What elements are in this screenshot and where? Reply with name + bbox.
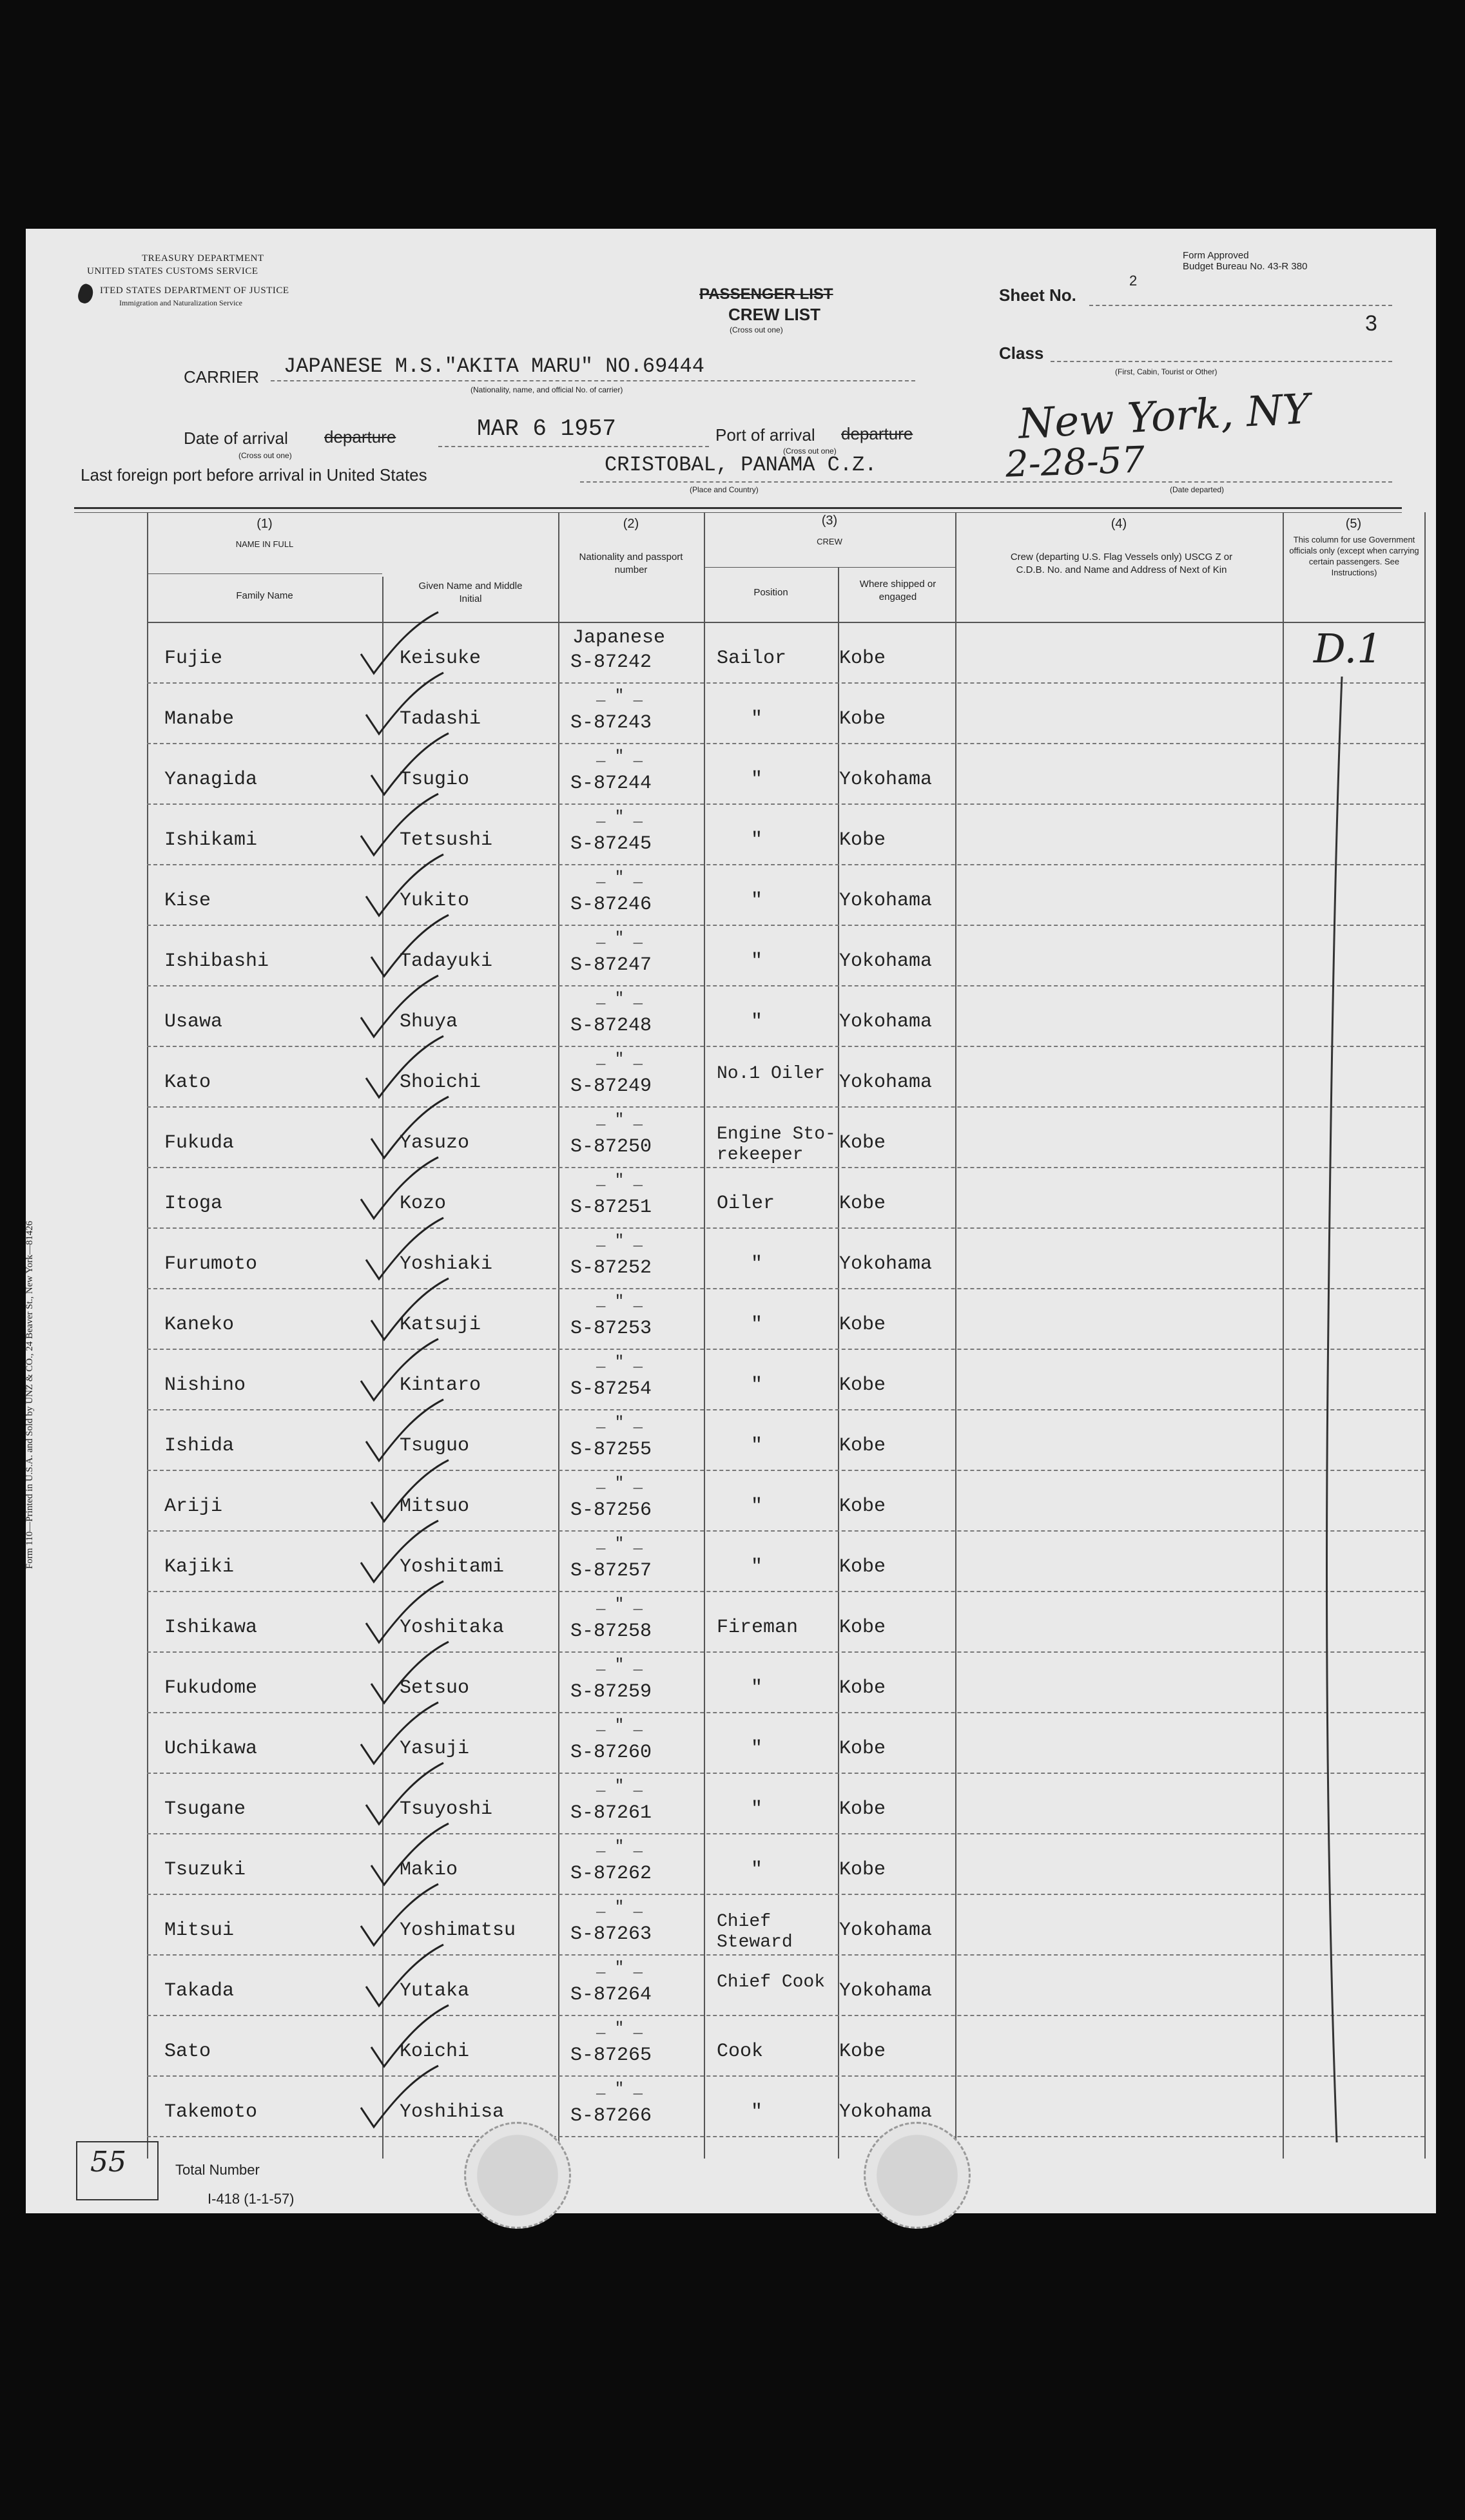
row-rule xyxy=(147,2015,1424,2016)
where-shipped: Kobe xyxy=(839,708,886,730)
port-cross-note: (Cross out one) xyxy=(783,447,837,456)
given-name: Yoshihisa xyxy=(400,2101,505,2123)
family-name: Ariji xyxy=(164,1496,223,1517)
passport-number: S-87248 xyxy=(570,1015,652,1037)
row-rule xyxy=(147,2075,1424,2077)
passport-number: S-87256 xyxy=(570,1499,652,1521)
nationality: _ " _ xyxy=(596,1657,643,1674)
nationality: _ " _ xyxy=(596,1778,643,1795)
crew-position: Chief Cook xyxy=(717,1972,826,1992)
crew-position: Oiler xyxy=(717,1193,775,1215)
passport-number: S-87252 xyxy=(570,1257,652,1279)
row-rule xyxy=(147,2136,1424,2137)
nationality: _ " _ xyxy=(596,869,643,887)
date-departed-handwritten: 2-28-57 xyxy=(1004,439,1146,486)
row-rule xyxy=(147,1349,1424,1350)
row-rule xyxy=(147,864,1424,865)
given-name: Yasuzo xyxy=(400,1132,470,1154)
passport-number: S-87242 xyxy=(570,651,652,673)
given-name: Kozo xyxy=(400,1193,447,1215)
port-departure-struck: departure xyxy=(841,424,913,443)
where-shipped: Kobe xyxy=(839,1798,886,1820)
where-shipped: Kobe xyxy=(839,1617,886,1639)
side-printer-note: Form 110—Printed in U.S.A. and Sold by UNZ & CO., 24 Beaver St., New York—81426 xyxy=(24,1220,35,1569)
family-name: Kaneko xyxy=(164,1314,235,1336)
given-name: Makio xyxy=(400,1859,458,1881)
crew-position: " xyxy=(751,1314,763,1336)
crew-position: " xyxy=(751,1859,763,1881)
where-shipped: Yokohama xyxy=(839,1072,933,1093)
crew-position: Fireman xyxy=(717,1617,799,1639)
col5-number: (5) xyxy=(1345,517,1362,531)
row-rule xyxy=(147,682,1424,684)
where-shipped: Yokohama xyxy=(839,950,933,972)
family-name: Ishikami xyxy=(164,829,258,851)
port-value-handwritten: New York, NY xyxy=(1017,385,1312,448)
row-rule xyxy=(147,803,1424,805)
col-position: Position xyxy=(753,587,788,598)
passport-number: S-87258 xyxy=(570,1621,652,1642)
row-rule xyxy=(147,1046,1424,1047)
col-divider-pos xyxy=(704,512,705,2159)
given-name: Yoshiaki xyxy=(400,1253,493,1275)
passport-number: S-87261 xyxy=(570,1802,652,1824)
crew-position: " xyxy=(751,950,763,972)
form-code: I-418 (1-1-57) xyxy=(208,2191,295,2207)
sheet-no-value: 2 xyxy=(1129,273,1138,289)
row-rule xyxy=(147,1227,1424,1229)
col5-title: This column for use Government officials only (except when carrying certain passengers. See Instructions) xyxy=(1289,535,1419,577)
family-name: Takemoto xyxy=(164,2101,258,2123)
where-shipped: Kobe xyxy=(839,1314,886,1336)
crew-position: " xyxy=(751,708,763,730)
document-sheet xyxy=(26,229,1436,2213)
given-name: Yoshitami xyxy=(400,1556,505,1578)
col4-number: (4) xyxy=(1111,517,1127,531)
where-shipped: Kobe xyxy=(839,1132,886,1154)
passport-number: S-87266 xyxy=(570,2105,652,2127)
row-rule xyxy=(147,1954,1424,1956)
row-rule xyxy=(147,1894,1424,1895)
where-shipped: Kobe xyxy=(839,1435,886,1457)
passport-number: S-87251 xyxy=(570,1197,652,1218)
date-underline xyxy=(438,446,709,447)
family-name: Fukudome xyxy=(164,1677,258,1699)
passport-number: S-87253 xyxy=(570,1318,652,1340)
col3-title: CREW xyxy=(817,537,842,546)
given-name: Katsuji xyxy=(400,1314,481,1336)
row-rule xyxy=(147,1712,1424,1713)
nationality: Japanese xyxy=(572,627,666,649)
dept-treasury: TREASURY DEPARTMENT xyxy=(142,253,264,264)
passport-number: S-87262 xyxy=(570,1863,652,1885)
given-name: Yasuji xyxy=(400,1738,470,1760)
crew-position: " xyxy=(751,769,763,791)
nationality: _ " _ xyxy=(596,2020,643,2037)
where-shipped: Kobe xyxy=(839,1496,886,1517)
where-shipped: Kobe xyxy=(839,1738,886,1760)
family-name: Furumoto xyxy=(164,1253,258,1275)
total-box-value: 55 xyxy=(90,2146,126,2179)
budget-bureau: Budget Bureau No. 43-R 380 xyxy=(1183,261,1308,272)
family-name: Manabe xyxy=(164,708,235,730)
class-note: (First, Cabin, Tourist or Other) xyxy=(1115,367,1218,376)
cross-out-note: (Cross out one) xyxy=(730,325,783,334)
family-name: Fujie xyxy=(164,648,223,669)
passport-number: S-87249 xyxy=(570,1075,652,1097)
crew-position: " xyxy=(751,1253,763,1275)
given-name: Koichi xyxy=(400,2041,470,2063)
crew-position: Sailor xyxy=(717,648,787,669)
row-rule xyxy=(147,1167,1424,1168)
given-name: Yukito xyxy=(400,890,470,912)
nationality: _ " _ xyxy=(596,1959,643,1977)
family-name: Takada xyxy=(164,1980,235,2002)
nationality: _ " _ xyxy=(596,930,643,947)
family-name: Ishibashi xyxy=(164,950,269,972)
dept-customs: UNITED STATES CUSTOMS SERVICE xyxy=(87,266,258,276)
nationality: _ " _ xyxy=(596,1293,643,1311)
family-name: Fukuda xyxy=(164,1132,235,1154)
header-bottom-rule xyxy=(147,622,1424,623)
passport-number: S-87255 xyxy=(570,1439,652,1461)
row-rule xyxy=(147,1409,1424,1410)
where-shipped: Kobe xyxy=(839,1859,886,1881)
ink-blot-icon xyxy=(76,282,96,305)
where-shipped: Kobe xyxy=(839,648,886,669)
dept-justice: ITED STATES DEPARTMENT OF JUSTICE xyxy=(100,285,289,296)
family-name: Kajiki xyxy=(164,1556,235,1578)
crew-position: " xyxy=(751,829,763,851)
passport-number: S-87250 xyxy=(570,1136,652,1158)
col1-number: (1) xyxy=(257,517,273,531)
class-label: Class xyxy=(999,343,1044,363)
nationality: _ " _ xyxy=(596,1051,643,1068)
col2-title: Nationality and passport number xyxy=(579,552,683,575)
given-name: Tadayuki xyxy=(400,950,493,972)
given-name: Yoshitaka xyxy=(400,1617,505,1639)
where-shipped: Kobe xyxy=(839,829,886,851)
passport-number: S-87263 xyxy=(570,1923,652,1945)
crew-list-title: CREW LIST xyxy=(728,305,820,324)
last-port-label: Last foreign port before arrival in United States xyxy=(81,465,427,485)
row-rule xyxy=(147,1530,1424,1532)
passport-number: S-87247 xyxy=(570,954,652,976)
official-bracket-line xyxy=(1308,673,1360,2155)
row-rule xyxy=(147,1833,1424,1834)
nationality: _ " _ xyxy=(596,1414,643,1432)
family-name: Yanagida xyxy=(164,769,258,791)
where-shipped: Yokohama xyxy=(839,1011,933,1033)
page-number: 3 xyxy=(1365,311,1377,336)
where-shipped: Yokohama xyxy=(839,769,933,791)
given-name: Tsugio xyxy=(400,769,470,791)
family-name: Tsuzuki xyxy=(164,1859,246,1881)
family-name: Usawa xyxy=(164,1011,223,1033)
passport-number: S-87259 xyxy=(570,1681,652,1703)
nationality: _ " _ xyxy=(596,1475,643,1492)
family-name: Itoga xyxy=(164,1193,223,1215)
family-name: Nishino xyxy=(164,1374,246,1396)
given-name: Tsuyoshi xyxy=(400,1798,493,1820)
nationality: _ " _ xyxy=(596,748,643,765)
row-rule xyxy=(147,1470,1424,1471)
where-shipped: Kobe xyxy=(839,1556,886,1578)
class-underline xyxy=(1051,361,1392,362)
crew-position: " xyxy=(751,1496,763,1517)
passport-number: S-87243 xyxy=(570,712,652,734)
row-rule xyxy=(147,985,1424,986)
date-departed-note: (Date departed) xyxy=(1170,485,1225,494)
official-seal-stamp-2 xyxy=(864,2122,971,2229)
date-arrival-label: Date of arrival xyxy=(184,428,288,448)
col-where-shipped: Where shipped or engaged xyxy=(859,579,936,602)
nationality: _ " _ xyxy=(596,1172,643,1189)
date-arrival-value: MAR 6 1957 xyxy=(477,416,617,442)
carrier-label: CARRIER xyxy=(184,367,260,387)
where-shipped: Kobe xyxy=(839,1374,886,1396)
nationality: _ " _ xyxy=(596,990,643,1008)
nationality: _ " _ xyxy=(596,2081,643,2098)
nationality: _ " _ xyxy=(596,1535,643,1553)
nationality: _ " _ xyxy=(596,1354,643,1371)
crew-position: " xyxy=(751,890,763,912)
row-rule xyxy=(147,1106,1424,1108)
checkmark-icon xyxy=(348,2063,451,2133)
crew-position: " xyxy=(751,1011,763,1033)
given-name: Shuya xyxy=(400,1011,458,1033)
passport-number: S-87245 xyxy=(570,833,652,855)
col-given-name: Given Name and Middle Initial xyxy=(418,581,523,604)
family-name: Tsugane xyxy=(164,1798,246,1820)
given-name: Yoshimatsu xyxy=(400,1919,516,1941)
crew-position: " xyxy=(751,2101,763,2123)
given-name: Tsuguo xyxy=(400,1435,470,1457)
given-name: Mitsuo xyxy=(400,1496,470,1517)
where-shipped: Yokohama xyxy=(839,2101,933,2123)
row-rule xyxy=(147,925,1424,926)
passport-number: S-87265 xyxy=(570,2044,652,2066)
table-left-border xyxy=(147,512,148,2159)
form-approved: Form Approved xyxy=(1183,250,1249,261)
crew-position: No.1 Oiler xyxy=(717,1064,826,1084)
official-annotation: D.1 xyxy=(1314,625,1383,672)
header-separator xyxy=(74,507,1402,509)
crew-position: " xyxy=(751,1677,763,1699)
crew-position: Cook xyxy=(717,2041,764,2063)
date-cross-note: (Cross out one) xyxy=(238,451,292,460)
passport-number: S-87254 xyxy=(570,1378,652,1400)
passenger-list-struck: PASSENGER LIST xyxy=(699,285,833,303)
passport-number: S-87257 xyxy=(570,1560,652,1582)
family-name: Ishikawa xyxy=(164,1617,258,1639)
crew-position: Chief Steward xyxy=(717,1912,793,1952)
row-rule xyxy=(147,1773,1424,1774)
family-name: Uchikawa xyxy=(164,1738,258,1760)
carrier-underline xyxy=(271,380,915,381)
row-rule xyxy=(147,1591,1424,1592)
given-name: Keisuke xyxy=(400,648,481,669)
place-note: (Place and Country) xyxy=(690,485,759,494)
given-name: Yutaka xyxy=(400,1980,470,2002)
passport-number: S-87264 xyxy=(570,1984,652,2006)
total-number-label: Total Number xyxy=(175,2162,260,2178)
where-shipped: Kobe xyxy=(839,2041,886,2063)
col1-title: NAME IN FULL xyxy=(235,539,294,549)
where-shipped: Yokohama xyxy=(839,1980,933,2002)
family-name: Kise xyxy=(164,890,211,912)
sheet-no-label: Sheet No. xyxy=(999,285,1076,305)
passport-number: S-87244 xyxy=(570,773,652,794)
col2-number: (2) xyxy=(623,517,639,531)
nationality: _ " _ xyxy=(596,688,643,705)
nationality: _ " _ xyxy=(596,1596,643,1613)
crew-position: " xyxy=(751,1556,763,1578)
nationality: _ " _ xyxy=(596,1717,643,1735)
passport-number: S-87246 xyxy=(570,894,652,916)
crew-position: " xyxy=(751,1374,763,1396)
col-divider-nat xyxy=(558,512,559,2159)
crew-position: " xyxy=(751,1798,763,1820)
family-name: Kato xyxy=(164,1072,211,1093)
where-shipped: Kobe xyxy=(839,1677,886,1699)
crew-position: Engine Sto- rekeeper xyxy=(717,1124,836,1165)
last-port-underline xyxy=(580,481,1392,483)
name-header-rule xyxy=(147,573,382,574)
official-seal-stamp xyxy=(464,2122,571,2229)
row-rule xyxy=(147,1288,1424,1289)
crew-position: " xyxy=(751,1738,763,1760)
nationality: _ " _ xyxy=(596,1111,643,1129)
port-label: Port of arrival xyxy=(715,425,815,445)
family-name: Mitsui xyxy=(164,1919,235,1941)
given-name: Tetsushi xyxy=(400,829,493,851)
nationality: _ " _ xyxy=(596,809,643,826)
col4-title: Crew (departing U.S. Flag Vessels only) USCG Z or C.D.B. No. and Name and Address of Next of Kin xyxy=(1010,552,1233,575)
sheet-underline xyxy=(1089,305,1392,306)
where-shipped: Yokohama xyxy=(839,890,933,912)
passport-number: S-87260 xyxy=(570,1742,652,1764)
where-shipped: Yokohama xyxy=(839,1919,933,1941)
table-right-border xyxy=(1424,512,1426,2159)
where-shipped: Yokohama xyxy=(839,1253,933,1275)
col-family-name: Family Name xyxy=(236,590,293,601)
col-divider-official xyxy=(1283,512,1284,2159)
col3-number: (3) xyxy=(821,514,838,528)
carrier-note: (Nationality, name, and official No. of carrier) xyxy=(471,385,623,394)
crew-position: " xyxy=(751,1435,763,1457)
date-departure-struck: departure xyxy=(324,427,396,447)
family-name: Sato xyxy=(164,2041,211,2063)
family-name: Ishida xyxy=(164,1435,235,1457)
nationality: _ " _ xyxy=(596,1899,643,1916)
dept-immigration: Immigration and Naturalization Service xyxy=(119,298,242,307)
where-shipped: Kobe xyxy=(839,1193,886,1215)
row-rule xyxy=(147,1651,1424,1653)
carrier-value: JAPANESE M.S."AKITA MARU" NO.69444 xyxy=(284,354,704,378)
row-rule xyxy=(147,743,1424,744)
col-divider-kin xyxy=(955,512,956,2159)
given-name: Kintaro xyxy=(400,1374,481,1396)
nationality: _ " _ xyxy=(596,1838,643,1856)
given-name: Setsuo xyxy=(400,1677,470,1699)
given-name: Tadashi xyxy=(400,708,481,730)
last-port-value: CRISTOBAL, PANAMA C.Z. xyxy=(605,453,877,477)
nationality: _ " _ xyxy=(596,1233,643,1250)
crew-header-rule xyxy=(704,567,955,568)
given-name: Shoichi xyxy=(400,1072,481,1093)
